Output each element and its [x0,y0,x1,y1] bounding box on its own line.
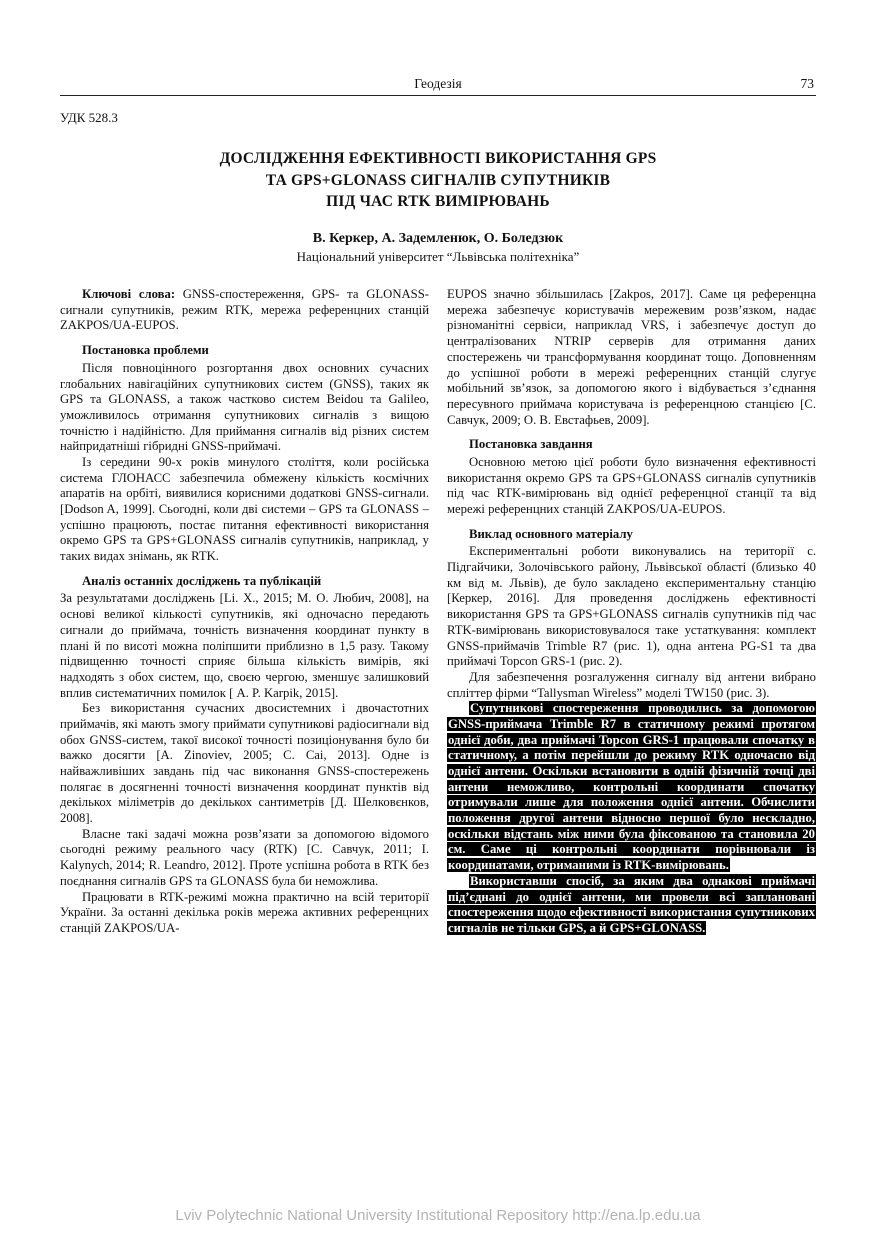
keywords-paragraph: Ключові слова: GNSS-спостереження, GPS- та GLONASS-сигнали супутників, режим RTK, мережа референцних станцій ZAKPOS/UA-EUPOS. [60,287,429,333]
repository-footer: Lviv Polytechnic National University Institutional Repository http://ena.lp.edu.ua [175,1207,701,1224]
body-paragraph: Без використання сучасних двосистемних і двочастотних приймачів, які мають змогу приймати супутникові радіосигнали від обох GNSS-систем, такої високої точності позиціонування було би важко досягти [A. Zinoviev, 2005; C. Cai, 2013]. Одне із найважливіших завдань під час виконання GNSS-спостережень полягає в досягненні точності визначення координат пунктів від декількох міліметрів до декількох сантиметрів [Д. Шелковєнков, 2008]. [60,701,429,826]
running-header [60,0,816,96]
two-column-body [60,287,816,937]
section-heading: Аналіз останніх досліджень та публікацій [82,573,322,588]
right-column [447,287,816,937]
section-heading: Постановка проблеми [82,343,209,358]
title-line-1: ДОСЛІДЖЕННЯ ЕФЕКТИВНОСТІ ВИКОРИСТАННЯ GPS [219,150,657,167]
section-heading: Постановка завдання [469,437,593,452]
udc-code: УДК 528.3 [60,110,118,125]
body-paragraph: EUPOS значно збільшилась [Zakpos, 2017]. Саме ця референцна мережа забезпечує користувачів мережевим розв’язком, надає різноманітні сервіси, наприклад VRS, і забезпечує доступ до централізованих NTRIP серверів для отримання даних спостережень чи трансформування координат тощо. Доповненням до успішної роботи в мережі референцних станцій слугує мобільний зв’язок, за допомогою якого і відбувається з’єднання пересувного приймача користувача із референцною станцією [С. Савчук, 2009; О. В. Евстафьев, 2009]. [447,287,816,427]
highlight-text: Використавши спосіб, за яким два однакові приймачі під’єднані до однієї антени, ми провели всі заплановані спостереження щодо ефективності використання супутникових сигналів не тільки GPS, а й GPS+GLONASS. [448,873,815,935]
page-number: 73 [800,76,814,91]
body-paragraph: Із середини 90-х років минулого століття, коли російська система ГЛОНАСС забезпечила обмежену кількість космічних апаратів на орбіті, виявилися корисними додаткові GNSS-сигнали. [Dodson A, 1999]. Сьогодні, коли дві системи – GPS та GLONASS – успішно працюють, постає питання ефективності використання окремо GPS та GPS+GLONASS сигналів супутників, наприклад, у таких видах знімань, як RTK. [60,454,429,564]
title-line-2: ТА GPS+GLONASS СИГНАЛІВ СУПУТНИКІВ [265,171,611,189]
body-paragraph: Для забезпечення розгалуження сигналу від антени вибрано спліттер фірми “Tallysman Wireless” моделі TW150 (рис. 3). [447,669,816,700]
affiliation-line: Національний університет “Львівська політехніка” [296,249,580,265]
journal-section-title: Геодезія [414,76,462,91]
highlight-text: Супутникові спостереження проводились за допомогою GNSS-приймача Trimble R7 в статичному режимі протягом однієї доби, два приймачі Topcon GRS-1 працювали спочатку в статичному, а потім перейшли до режиму RTK одночасно від однієї антени. Оскільки встановити в одній фізичній точці дві антени неможливо, контрольні координати спочатку отримували лише для положення однієї антени. Обчислити положення другої антени відносно першої було нескладно, оскільки відстань між ними була фіксованою та становила 20 см. Саме ці контрольні координати порівнювали із координатами, отриманими із RTK-вимірювань. [448,701,815,873]
left-column [60,287,429,937]
body-paragraph: За результатами досліджень [Li. X., 2015; М. О. Любич, 2008], на основі великої кількості супутників, які одночасно передають сигнали до приймача, точність визначення координат пункту в плані й по висоті можна поліпшити приблизно в 1,5 разу. Такому підвищенню точності сприяє більша кількість вимірів, які надходять з обох систем, що, своєю чергою, зменшує залишковий вплив систематичних помилок [ A. P. Karpik, 2015]. [60,591,429,700]
body-paragraph: Працювати в RTK-режимі можна практично на всій території України. За останні декілька років мережа активних референцних станцій ZAKPOS/UA- [60,889,429,935]
title-line-3: ПІД ЧАС RTK ВИМІРЮВАНЬ [326,193,550,211]
authors-line: В. Керкер, А. Задемленюк, О. Боледзюк [312,231,564,247]
highlighted-paragraph [447,701,816,874]
keywords-label: Ключові слова: [82,287,176,302]
body-paragraph: Власне такі задачі можна розв’язати за допомогою відомого сьогодні режиму реального часу (RTK) [С. Савчук, 2011; I. Kalynych, 2014; R. Leandro, 2012]. Проте успішна робота в RTK без поєднання сигналів GPS та GLONASS була би неможлива. [60,826,429,888]
body-paragraph: Експериментальні роботи виконувались на території с. Підгайчики, Золочівського району, Львівської області (близько 40 км від м. Львів), де було закладено експериментальну станцію [Керкер, 2016]. Для проведення досліджень ефективності використання GPS та GPS+GLONASS сигналів супутників під час RTK-вимірювань використовувалося таке устаткування: комплект GNSS-приймачів Trimble R7 (рис. 1), одна антена PG-S1 та два приймачі Topcon GRS-1 (рис. 2). [447,544,816,669]
paper-title [60,148,816,213]
section-heading: Виклад основного матеріалу [469,526,633,541]
body-paragraph: Основною метою цієї роботи було визначення ефективності використання окремо GPS та GPS+GLONASS сигналів супутників під час RTK-вимірювань від однієї референцної станції та від мережі референцних станцій ZAKPOS/UA-EUPOS. [447,454,816,516]
body-paragraph: Після повноцінного розгортання двох основних сучасних глобальних навігаційних супутникових систем (GNSS), таких як GPS та GLONASS, а також частково систем Beidou та Galileo, уможливилось отримання супутникових сигналів з вищою точністю і надійністю. Для приймання сигналів від різних систем найпридатніші гібридні GNSS-приймачі. [60,360,429,454]
highlighted-paragraph [447,874,816,937]
